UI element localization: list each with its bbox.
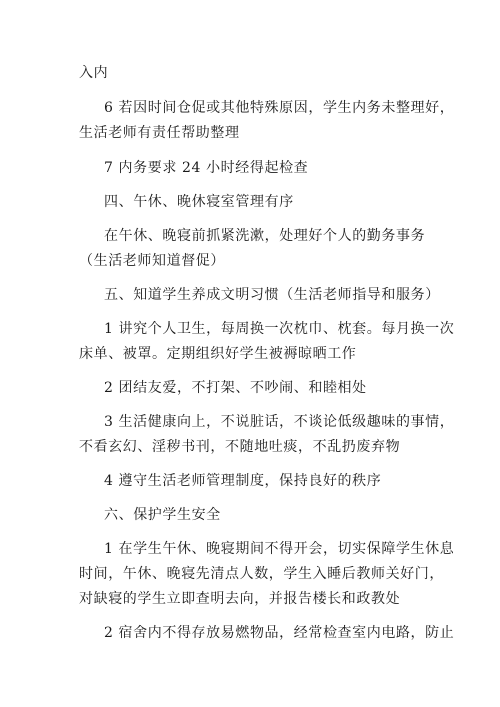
section-heading: 六、保护学生安全	[104, 507, 221, 523]
text-line: 3 生活健康向上，不说脏话，不谈论低级趣味的事情，	[104, 414, 455, 430]
text-line: 入内	[79, 65, 109, 81]
text-line: 1 在学生午休、晚寝期间不得开会，切实保障学生休息	[104, 541, 455, 557]
text-line: 1 讲究个人卫生，每周换一次枕巾、枕套。每月换一次	[104, 321, 455, 337]
text-line: （生活老师知道督促）	[79, 253, 225, 269]
text-line: 对缺寝的学生立即查明去向，并报告楼长和政教处	[79, 591, 401, 607]
text-line: 6 若因时间仓促或其他特殊原因，学生内务未整理好，	[104, 100, 455, 116]
text-line: 不看玄幻、淫秽书刊，不随地吐痰，不乱扔废弃物	[79, 439, 401, 455]
section-heading: 四、午休、晚休寝室管理有序	[104, 194, 294, 210]
text-line: 2 宿舍内不得存放易燃物品，经常检查室内电路，防止	[104, 625, 455, 641]
text-line: 生活老师有责任帮助整理	[79, 125, 240, 141]
text-line: 2 团结友爱，不打架、不吵闹、和睦相处	[104, 380, 367, 396]
text-line: 7 内务要求 24 小时经得起检查	[104, 160, 309, 176]
section-heading: 五、知道学生养成文明习惯（生活老师指导和服务）	[104, 287, 440, 303]
text-line: 床单、被罩。定期组织好学生被褥晾晒工作	[79, 346, 357, 362]
text-line: 在午休、晚寝前抓紧洗漱，处理好个人的勤务事务	[104, 228, 426, 244]
text-line: 时间，午休、晚寝先清点人数，学生入睡后教师关好门，	[79, 566, 444, 582]
text-line: 4 遵守生活老师管理制度，保持良好的秩序	[104, 473, 382, 489]
